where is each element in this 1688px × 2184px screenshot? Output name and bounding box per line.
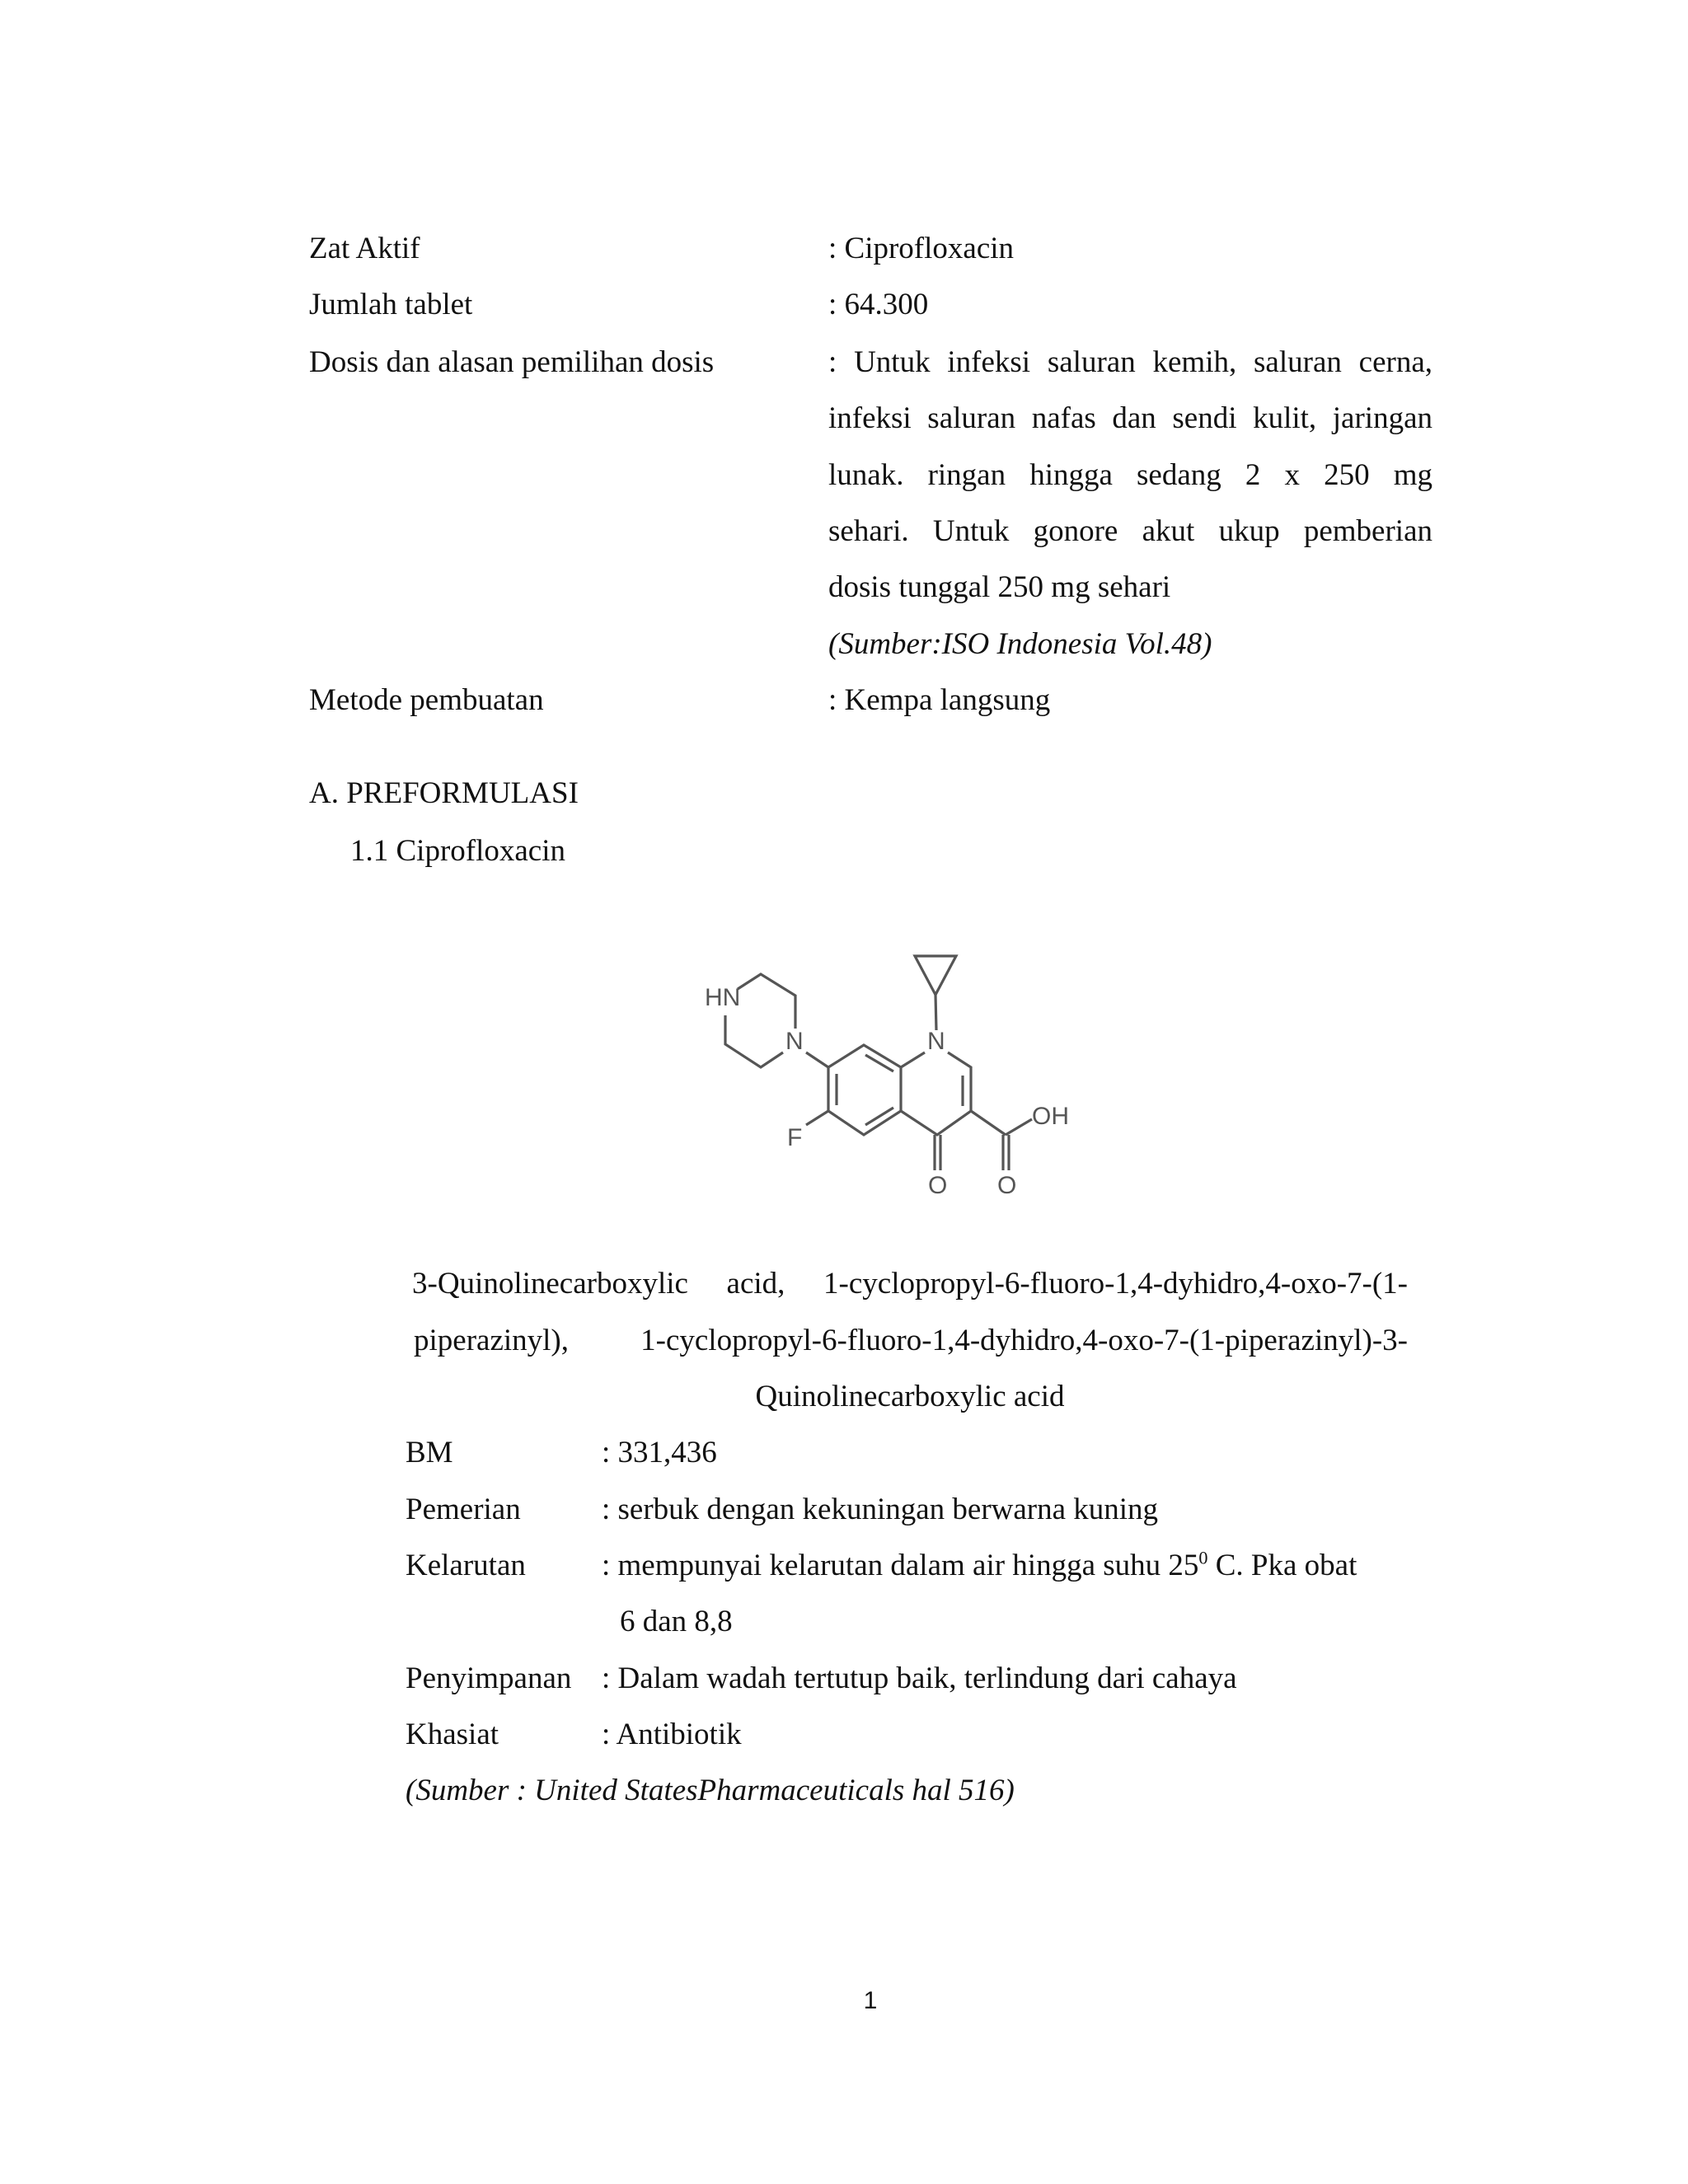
- label-metode: Metode pembuatan: [309, 683, 544, 717]
- label-khasiat: Khasiat: [406, 1718, 499, 1751]
- label-penyimpanan: Penyimpanan: [406, 1661, 572, 1695]
- chemical-name-line: piperazinyl), 1-cyclopropyl-6-fluoro-1,4-dyhidro,4-oxo-7-(1-piperazinyl)-3-: [414, 1324, 1408, 1357]
- dosis-line: infeksi saluran nafas dan sendi kulit, jaringan: [828, 401, 1432, 435]
- value-kelarutan-continuation: 6 dan 8,8: [620, 1605, 733, 1638]
- label-jumlah-tablet: Jumlah tablet: [309, 288, 473, 321]
- label-pemerian: Pemerian: [406, 1493, 521, 1526]
- atom-label: N: [785, 1028, 804, 1055]
- value-bm: : 331,436: [602, 1436, 717, 1469]
- bond: [865, 1055, 893, 1071]
- value-khasiat: : Antibiotik: [602, 1718, 742, 1751]
- value-pemerian: : serbuk dengan kekuningan berwarna kuning: [602, 1493, 1159, 1526]
- bond: [901, 1052, 925, 1067]
- atom-label: HN: [705, 984, 741, 1011]
- bond: [901, 1052, 971, 1135]
- dosis-source: (Sumber:ISO Indonesia Vol.48): [828, 627, 1212, 661]
- value-zat-aktif: : Ciprofloxacin: [828, 232, 1015, 265]
- value-kelarutan: [602, 1545, 1357, 1586]
- bond: [935, 995, 936, 1030]
- value-jumlah-tablet: : 64.300: [828, 288, 929, 321]
- bond: [738, 974, 795, 1029]
- chemical-name-line: 3-Quinolinecarboxylic acid, 1-cyclopropyl-6-fluoro-1,4-dyhidro,4-oxo-7-(1-: [412, 1267, 1408, 1301]
- dosis-line: sehari. Untuk gonore akut ukup pemberian: [828, 514, 1432, 548]
- cyclopropyl-ring: [915, 956, 956, 995]
- degree-superscript: 0: [1198, 1547, 1208, 1568]
- kelarutan-text: : mempunyai kelarutan dalam air hingga suhu 25: [602, 1549, 1199, 1582]
- bond: [865, 1108, 893, 1125]
- section-heading: A. PREFORMULASI: [309, 776, 579, 810]
- chemical-name-line: Quinolinecarboxylic acid: [755, 1380, 1065, 1413]
- subsection-heading: 1.1 Ciprofloxacin: [350, 834, 566, 868]
- bond: [806, 1052, 828, 1067]
- label-bm: BM: [406, 1436, 453, 1469]
- atom-label: O: [928, 1172, 948, 1199]
- label-zat-aktif: Zat Aktif: [309, 232, 420, 265]
- atom-label: F: [787, 1124, 803, 1151]
- ciprofloxacin-structure: [659, 907, 1154, 1220]
- dosis-line: : Untuk infeksi saluran kemih, saluran cerna,: [828, 345, 1432, 379]
- value-metode: : Kempa langsung: [828, 683, 1051, 717]
- bond: [725, 1015, 783, 1067]
- label-dosis: Dosis dan alasan pemilihan dosis: [309, 345, 715, 379]
- label-kelarutan: Kelarutan: [406, 1549, 526, 1582]
- bond: [1006, 1119, 1032, 1135]
- dosis-line: lunak. ringan hingga sedang 2 x 250 mg: [828, 458, 1432, 492]
- atom-label: O: [997, 1172, 1017, 1199]
- bond: [828, 1045, 901, 1135]
- atom-label: N: [927, 1028, 945, 1055]
- page-number: 1: [863, 1987, 878, 2014]
- dosis-line: dosis tunggal 250 mg sehari: [828, 570, 1171, 604]
- bond: [971, 1111, 1006, 1135]
- value-penyimpanan: : Dalam wadah tertutup baik, terlindung dari cahaya: [602, 1661, 1237, 1695]
- bond: [806, 1111, 828, 1125]
- section-source: (Sumber : United StatesPharmaceuticals hal 516): [406, 1774, 1015, 1807]
- atom-label: OH: [1032, 1103, 1069, 1130]
- kelarutan-text-after: C. Pka obat: [1207, 1549, 1357, 1582]
